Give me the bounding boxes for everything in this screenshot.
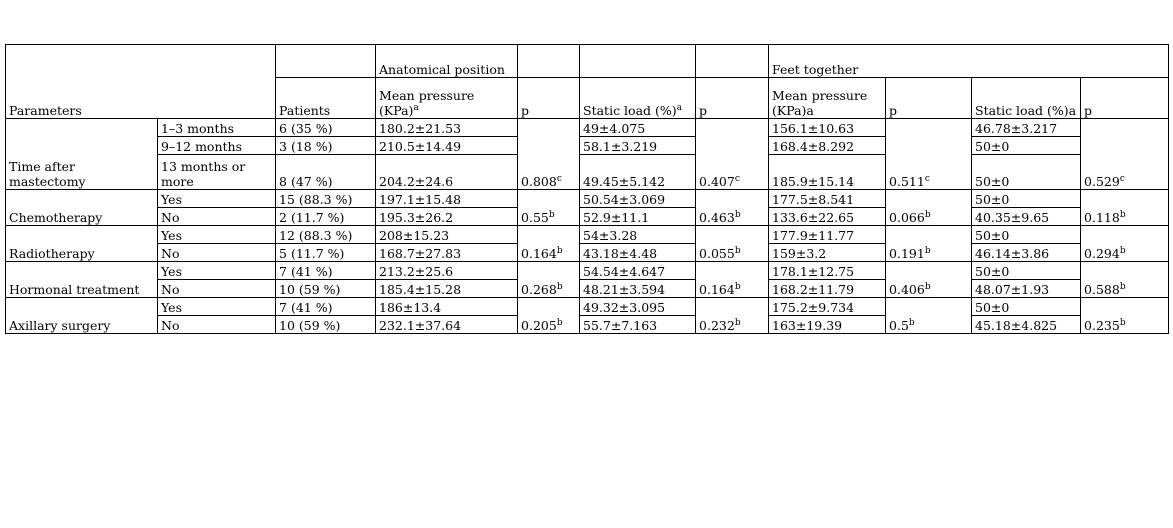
header-ft-mp-p: p — [886, 78, 972, 119]
header-patients: Patients — [276, 78, 376, 119]
sub-label: No — [158, 244, 276, 262]
results-table — [5, 44, 1169, 334]
header-ft-mean-pressure: Mean pressure (KPa)a — [769, 78, 886, 119]
header-ap-mp-p: p — [518, 78, 580, 119]
ap-mp-cell: 232.1±37.64 — [376, 316, 518, 334]
p-cell: 0.268$^b$ — [518, 262, 580, 298]
p-cell: 0.118$^b$ — [1081, 190, 1169, 226]
ap-mp-cell: 204.2±24.6 — [376, 155, 518, 190]
p-cell: 0.511$^c$ — [886, 119, 972, 190]
patients-cell: 7 (41 %) — [276, 262, 376, 280]
sub-label: Yes — [158, 298, 276, 316]
ap-sl-cell: 50.54±3.069 — [580, 190, 696, 208]
p-cell: 0.235$^b$ — [1081, 298, 1169, 334]
patients-cell: 15 (88.3 %) — [276, 190, 376, 208]
table-row — [6, 262, 1169, 280]
table-row — [6, 137, 1169, 155]
header-patients-top — [276, 45, 376, 78]
p-cell: 0.5$^b$ — [886, 298, 972, 334]
ft-sl-cell: 50±0 — [972, 155, 1081, 190]
header-ap-mean-pressure: Mean pressure (KPa)$^a$ — [376, 78, 518, 119]
table-row — [6, 226, 1169, 244]
patients-cell: 7 (41 %) — [276, 298, 376, 316]
p-cell: 0.588$^b$ — [1081, 262, 1169, 298]
group-label-hormonal-treatment: Hormonal treatment — [6, 262, 158, 298]
ap-sl-cell: 49.45±5.142 — [580, 155, 696, 190]
ft-sl-cell: 50±0 — [972, 262, 1081, 280]
table-row — [6, 155, 1169, 190]
sub-label: No — [158, 316, 276, 334]
patients-cell: 6 (35 %) — [276, 119, 376, 137]
ft-sl-cell: 50±0 — [972, 298, 1081, 316]
p-cell: 0.191$^b$ — [886, 226, 972, 262]
sub-label: No — [158, 208, 276, 226]
ft-sl-cell: 46.78±3.217 — [972, 119, 1081, 137]
ap-mp-cell: 168.7±27.83 — [376, 244, 518, 262]
header-blank-1 — [518, 45, 580, 78]
ap-sl-cell: 49.32±3.095 — [580, 298, 696, 316]
ap-mp-cell: 210.5±14.49 — [376, 137, 518, 155]
ft-mp-cell: 159±3.2 — [769, 244, 886, 262]
p-cell: 0.164$^b$ — [518, 226, 580, 262]
sub-label: 13 months or more — [158, 155, 276, 190]
p-cell: 0.407$^c$ — [696, 119, 769, 190]
p-cell: 0.294$^b$ — [1081, 226, 1169, 262]
p-cell: 0.205$^b$ — [518, 298, 580, 334]
ap-sl-cell: 54.54±4.647 — [580, 262, 696, 280]
ft-sl-cell: 40.35±9.65 — [972, 208, 1081, 226]
group-label-time: Time after mastectomy — [6, 119, 158, 190]
p-cell: 0.066$^b$ — [886, 190, 972, 226]
header-parameters: Parameters — [6, 45, 276, 119]
header-anatomical-position: Anatomical position — [376, 45, 518, 78]
ft-mp-cell: 185.9±15.14 — [769, 155, 886, 190]
p-cell: 0.055$^b$ — [696, 226, 769, 262]
sub-label: 9–12 months — [158, 137, 276, 155]
ft-sl-cell: 45.18±4.825 — [972, 316, 1081, 334]
ap-mp-cell: 186±13.4 — [376, 298, 518, 316]
table-row — [6, 298, 1169, 316]
ap-sl-cell: 52.9±11.1 — [580, 208, 696, 226]
header-ft-static-load: Static load (%)a — [972, 78, 1081, 119]
group-label-axillary-surgery: Axillary surgery — [6, 298, 158, 334]
ap-mp-cell: 195.3±26.2 — [376, 208, 518, 226]
ap-mp-cell: 185.4±15.28 — [376, 280, 518, 298]
p-cell: 0.406$^b$ — [886, 262, 972, 298]
ap-mp-cell: 208±15.23 — [376, 226, 518, 244]
ft-mp-cell: 177.9±11.77 — [769, 226, 886, 244]
ft-mp-cell: 163±19.39 — [769, 316, 886, 334]
ft-mp-cell: 133.6±22.65 — [769, 208, 886, 226]
table-row — [6, 190, 1169, 208]
header-blank-3 — [696, 45, 769, 78]
ft-sl-cell: 50±0 — [972, 226, 1081, 244]
patients-cell: 8 (47 %) — [276, 155, 376, 190]
ft-mp-cell: 178.1±12.75 — [769, 262, 886, 280]
patients-cell: 3 (18 %) — [276, 137, 376, 155]
header-ap-static-load: Static load (%)$^a$ — [580, 78, 696, 119]
ft-mp-cell: 177.5±8.541 — [769, 190, 886, 208]
sub-label: Yes — [158, 226, 276, 244]
ft-mp-cell: 175.2±9.734 — [769, 298, 886, 316]
patients-cell: 12 (88.3 %) — [276, 226, 376, 244]
ap-sl-cell: 58.1±3.219 — [580, 137, 696, 155]
ap-mp-cell: 180.2±21.53 — [376, 119, 518, 137]
table-row — [6, 244, 1169, 262]
header-feet-together: Feet together — [769, 45, 1169, 78]
ft-sl-cell: 46.14±3.86 — [972, 244, 1081, 262]
ap-sl-cell: 55.7±7.163 — [580, 316, 696, 334]
ap-mp-cell: 213.2±25.6 — [376, 262, 518, 280]
header-ap-sl-p: p — [696, 78, 769, 119]
table-row — [6, 119, 1169, 137]
table-row — [6, 280, 1169, 298]
ft-sl-cell: 50±0 — [972, 137, 1081, 155]
p-cell: 0.55$^b$ — [518, 190, 580, 226]
p-cell: 0.164$^b$ — [696, 262, 769, 298]
patients-cell: 10 (59 %) — [276, 280, 376, 298]
p-cell: 0.529$^c$ — [1081, 119, 1169, 190]
header-row-1 — [6, 45, 1169, 78]
table-row — [6, 316, 1169, 334]
p-cell: 0.808$^c$ — [518, 119, 580, 190]
patients-cell: 5 (11.7 %) — [276, 244, 376, 262]
sub-label: Yes — [158, 262, 276, 280]
group-label-radiotherapy: Radiotherapy — [6, 226, 158, 262]
ap-mp-cell: 197.1±15.48 — [376, 190, 518, 208]
ft-mp-cell: 156.1±10.63 — [769, 119, 886, 137]
sub-label: No — [158, 280, 276, 298]
p-cell: 0.232$^b$ — [696, 298, 769, 334]
header-ft-sl-p: p — [1081, 78, 1169, 119]
ft-sl-cell: 48.07±1.93 — [972, 280, 1081, 298]
sub-label: 1–3 months — [158, 119, 276, 137]
group-label-chemotherapy: Chemotherapy — [6, 190, 158, 226]
ap-sl-cell: 43.18±4.48 — [580, 244, 696, 262]
patients-cell: 10 (59 %) — [276, 316, 376, 334]
header-blank-2 — [580, 45, 696, 78]
sub-label: Yes — [158, 190, 276, 208]
table-row — [6, 208, 1169, 226]
ft-sl-cell: 50±0 — [972, 190, 1081, 208]
ft-mp-cell: 168.2±11.79 — [769, 280, 886, 298]
ap-sl-cell: 48.21±3.594 — [580, 280, 696, 298]
ft-mp-cell: 168.4±8.292 — [769, 137, 886, 155]
ap-sl-cell: 54±3.28 — [580, 226, 696, 244]
patients-cell: 2 (11.7 %) — [276, 208, 376, 226]
ap-sl-cell: 49±4.075 — [580, 119, 696, 137]
p-cell: 0.463$^b$ — [696, 190, 769, 226]
